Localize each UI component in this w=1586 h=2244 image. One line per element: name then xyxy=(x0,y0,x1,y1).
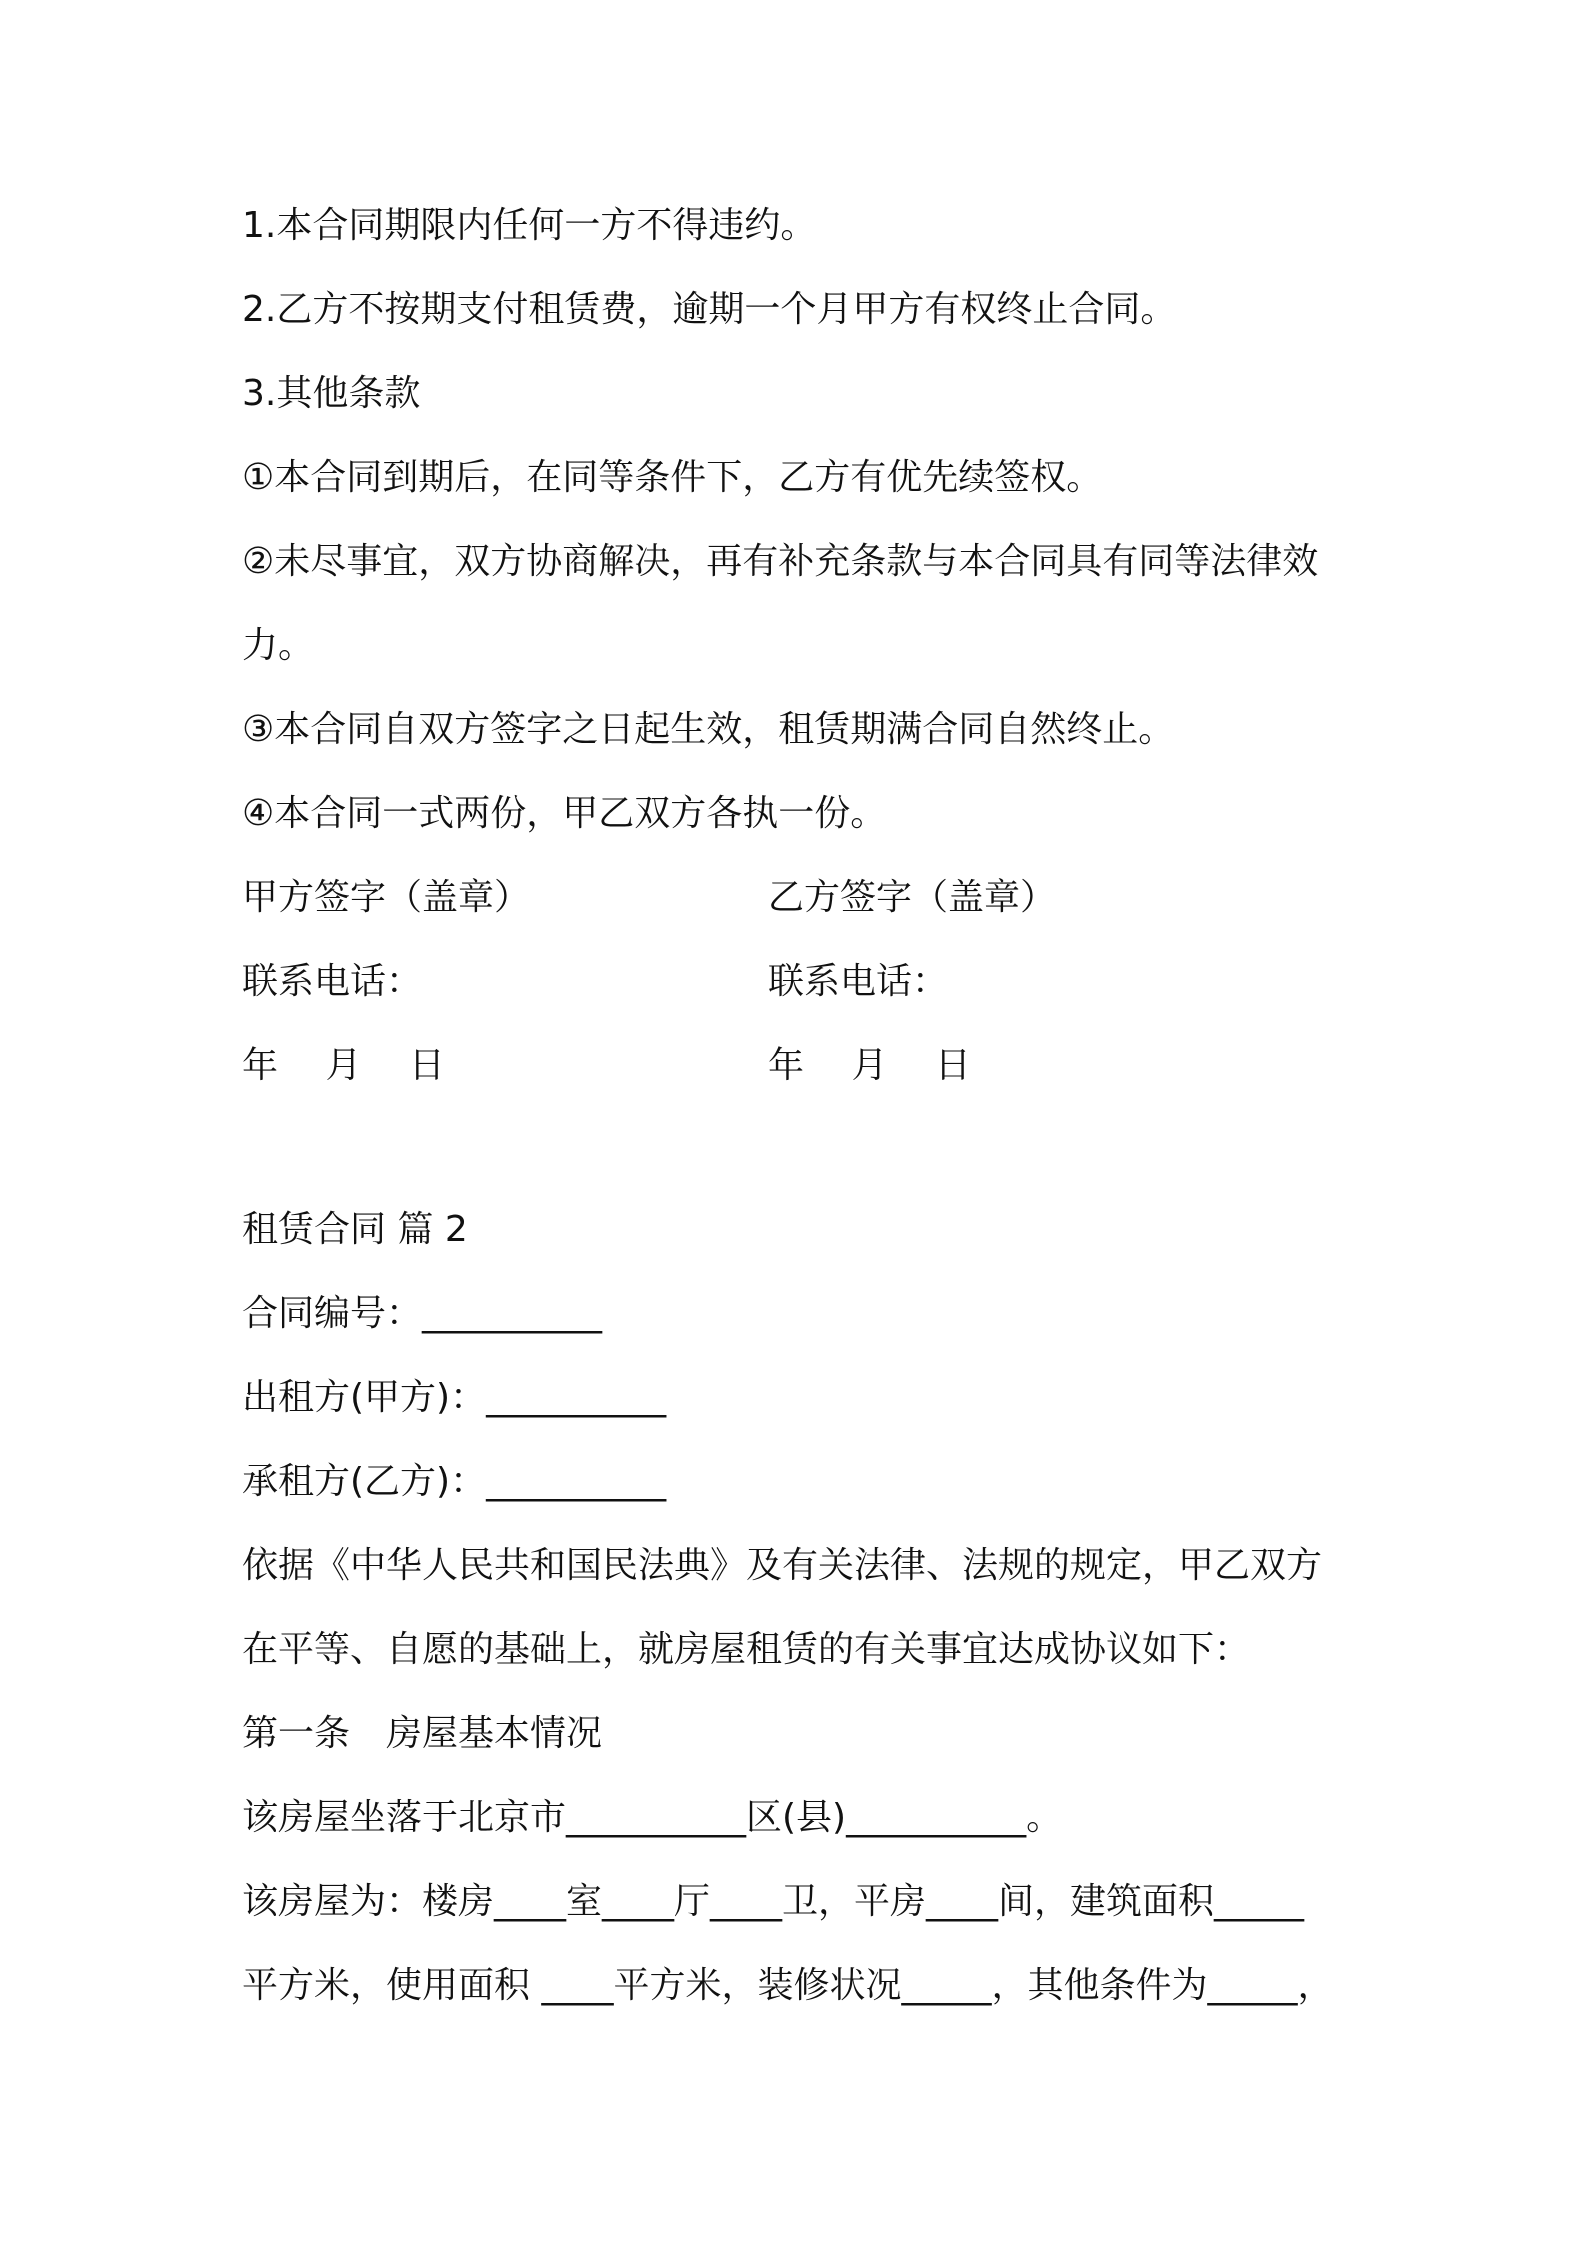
property-details-line-1: 该房屋为：楼房____室____厅____卫，平房____间，建筑面积_____ xyxy=(242,1881,1305,1922)
other-term-2-continued: 力。 xyxy=(242,625,315,666)
other-term-1: ①本合同到期后，在同等条件下，乙方有优先续签权。 xyxy=(242,457,1103,498)
clause-3-heading: 3.其他条款 xyxy=(242,373,421,414)
other-term-3: ③本合同自双方签字之日起生效，租赁期满合同自然终止。 xyxy=(242,709,1175,750)
clause-1: 1.本合同期限内任何一方不得违约。 xyxy=(242,205,817,246)
clause-2: 2.乙方不按期支付租赁费，逾期一个月甲方有权终止合同。 xyxy=(242,289,1177,330)
party-b-date-label: 年 月 日 xyxy=(768,1045,971,1086)
property-location-line: 该房屋坐落于北京市__________区(县)__________。 xyxy=(242,1797,1063,1838)
party-a-date-label: 年 月 日 xyxy=(242,1045,445,1086)
article-1-title: 第一条 房屋基本情况 xyxy=(242,1713,603,1754)
section-title: 租赁合同 篇 2 xyxy=(242,1209,468,1250)
party-a-signature-label: 甲方签字（盖章） xyxy=(242,877,531,918)
other-term-2: ②未尽事宜，双方协商解决，再有补充条款与本合同具有同等法律效 xyxy=(242,541,1319,582)
contract-number-line: 合同编号：__________ xyxy=(242,1293,603,1334)
party-b-signature-label: 乙方签字（盖章） xyxy=(768,877,1057,918)
lessor-line: 出租方(甲方)：__________ xyxy=(242,1377,667,1418)
property-details-line-2: 平方米，使用面积 ____平方米，装修状况_____，其他条件为_____， xyxy=(242,1965,1334,2006)
other-term-4: ④本合同一式两份，甲乙双方各执一份。 xyxy=(242,793,887,834)
lessee-line: 承租方(乙方)：__________ xyxy=(242,1461,667,1502)
party-b-phone-label: 联系电话： xyxy=(768,961,949,1002)
preamble-line-1: 依据《中华人民共和国民法典》及有关法律、法规的规定，甲乙双方 xyxy=(242,1545,1323,1586)
preamble-line-2: 在平等、自愿的基础上，就房屋租赁的有关事宜达成协议如下： xyxy=(242,1629,1251,1670)
party-a-phone-label: 联系电话： xyxy=(242,961,423,1002)
